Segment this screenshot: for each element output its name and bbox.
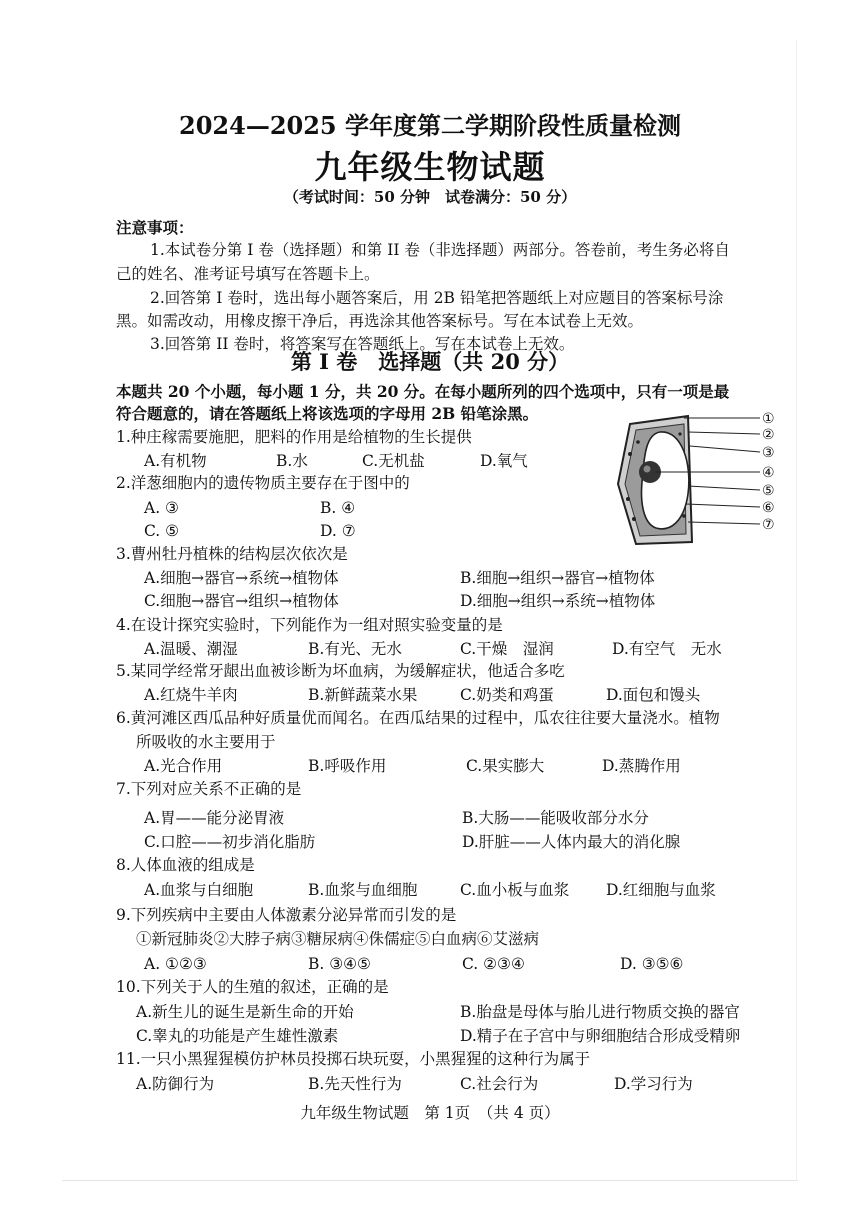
question-3-option-a: A.细胞→器官→系统→植物体 — [144, 569, 339, 587]
section-instruction-b: 符合题意的，请在答题纸上将该选项的字母用 2B 铅笔涂黑。 — [116, 404, 539, 423]
question-6-option-d: D.蒸腾作用 — [602, 757, 681, 775]
question-5-option-c: C.奶类和鸡蛋 — [460, 686, 554, 704]
plant-cell-figure — [600, 404, 782, 550]
figure-label-5: ⑤ — [762, 483, 775, 499]
question-5-option-b: B.新鲜蔬菜水果 — [308, 686, 418, 704]
question-2-stem: 2.洋葱细胞内的遗传物质主要存在于图中的 — [116, 474, 410, 492]
question-7-option-c: C.口腔——初步消化脂肪 — [144, 833, 316, 851]
question-7-stem: 7.下列对应关系不正确的是 — [116, 780, 302, 798]
question-7-option-b: B.大肠——能吸收部分水分 — [462, 809, 649, 827]
question-1-stem: 1.种庄稼需要施肥，肥料的作用是给植物的生长提供 — [116, 428, 472, 446]
figure-label-6: ⑥ — [762, 500, 775, 516]
question-2-option-b: B. ④ — [320, 499, 356, 517]
question-9-option-a: A. ①②③ — [144, 955, 207, 973]
question-1-option-b: B.水 — [276, 452, 308, 470]
question-11-option-b: B.先天性行为 — [308, 1075, 402, 1093]
question-4-option-b: B.有光、无水 — [308, 640, 402, 658]
question-5-stem: 5.某同学经常牙龈出血被诊断为坏血病，为缓解症状，他适合多吃 — [116, 662, 565, 680]
figure-label-2: ② — [762, 427, 775, 443]
question-4-option-a: A.温暖、潮湿 — [144, 640, 238, 658]
question-2-option-c: C. ⑤ — [144, 522, 180, 540]
question-9-stem: 9.下列疾病中主要由人体激素分泌异常而引发的是 — [116, 906, 457, 924]
question-3-option-d: D.细胞→组织→系统→植物体 — [460, 592, 656, 610]
question-1-option-d: D.氧气 — [480, 452, 528, 470]
exam-title-line1: 2024—2025 学年度第二学期阶段性质量检测 — [179, 111, 681, 140]
question-6-stem-a: 6.黄河滩区西瓜品种好质量优而闻名。在西瓜结果的过程中，瓜农往往要大量浇水。植物 — [116, 709, 720, 727]
question-6-option-b: B.呼吸作用 — [308, 757, 387, 775]
question-6-stem-b: 所吸收的水主要用于 — [136, 733, 276, 751]
question-2-option-d: D. ⑦ — [320, 522, 356, 540]
question-6-option-a: A.光合作用 — [144, 757, 223, 775]
notice-heading: 注意事项： — [116, 218, 194, 237]
section-title: 第 I 卷 选择题（共 20 分） — [290, 349, 570, 374]
question-8-option-d: D.红细胞与血浆 — [606, 881, 716, 899]
notice-item-1b: 己的姓名、准考证号填写在答题卡上。 — [116, 265, 380, 283]
question-4-option-c: C.干燥 湿润 — [460, 640, 554, 658]
question-11-stem: 11.一只小黑猩猩模仿护林员投掷石块玩耍，小黑猩猩的这种行为属于 — [116, 1050, 591, 1068]
exam-title-subject: 九年级生物试题 — [314, 148, 546, 186]
question-11-option-d: D.学习行为 — [614, 1075, 693, 1093]
question-11-option-c: C.社会行为 — [460, 1075, 539, 1093]
question-1-option-a: A.有机物 — [144, 452, 207, 470]
question-4-option-d: D.有空气 无水 — [612, 640, 722, 658]
question-8-option-c: C.血小板与血浆 — [460, 881, 570, 899]
question-10-option-c: C.睾丸的功能是产生雄性激素 — [136, 1027, 339, 1045]
section-instruction-a: 本题共 20 个小题，每小题 1 分，共 20 分。在每小题所列的四个选项中，只有一项是最 — [116, 382, 730, 401]
question-8-option-a: A.血浆与白细胞 — [144, 881, 254, 899]
question-10-stem: 10.下列关于人的生殖的叙述，正确的是 — [116, 978, 389, 996]
question-9-option-d: D. ③⑤⑥ — [620, 955, 684, 973]
notice-item-2b: 黑。如需改动，用橡皮擦干净后，再选涂其他答案标号。写在本试卷上无效。 — [116, 312, 644, 330]
question-1-option-c: C.无机盐 — [362, 452, 425, 470]
notice-item-2a: 2.回答第 I 卷时，选出每小题答案后，用 2B 铅笔把答题纸上对应题目的答案标号涂 — [150, 289, 724, 307]
question-5-option-d: D.面包和馒头 — [606, 686, 701, 704]
question-9-list: ①新冠肺炎②大脖子病③糖尿病④侏儒症⑤白血病⑥艾滋病 — [136, 930, 540, 948]
question-4-stem: 4.在设计探究实验时，下列能作为一组对照实验变量的是 — [116, 616, 503, 634]
question-5-option-a: A.红烧牛羊肉 — [144, 686, 238, 704]
question-7-option-d: D.肝脏——人体内最大的消化腺 — [462, 833, 681, 851]
question-3-option-b: B.细胞→组织→器官→植物体 — [460, 569, 655, 587]
question-2-option-a: A. ③ — [144, 499, 179, 517]
page-edge-bottom — [62, 1180, 798, 1181]
notice-item-3: 3.回答第 II 卷时，将答案写在答题纸上。写在本试卷上无效。 — [150, 335, 575, 353]
figure-label-4: ④ — [762, 465, 775, 481]
page-edge-right — [796, 40, 797, 1180]
page-footer: 九年级生物试题 第 1页 （共 4 页） — [300, 1104, 560, 1122]
question-10-option-a: A.新生儿的诞生是新生命的开始 — [136, 1003, 354, 1021]
question-8-stem: 8.人体血液的组成是 — [116, 856, 255, 874]
question-8-option-b: B.血浆与血细胞 — [308, 881, 418, 899]
question-6-option-c: C.果实膨大 — [466, 757, 545, 775]
question-11-option-a: A.防御行为 — [136, 1075, 215, 1093]
question-3-stem: 3.曹州牡丹植株的结构层次依次是 — [116, 545, 348, 563]
figure-label-3: ③ — [762, 445, 775, 461]
question-10-option-d: D.精子在子宫中与卵细胞结合形成受精卵 — [460, 1027, 741, 1045]
question-9-option-c: C. ②③④ — [462, 955, 525, 973]
notice-item-1a: 1.本试卷分第 I 卷（选择题）和第 II 卷（非选择题）两部分。答卷前，考生务必将自 — [150, 241, 730, 259]
figure-label-1: ① — [762, 411, 775, 427]
question-10-option-b: B.胎盘是母体与胎儿进行物质交换的器官 — [460, 1003, 740, 1021]
question-7-option-a: A.胃——能分泌胃液 — [144, 809, 285, 827]
exam-info: （考试时间：50 分钟 试卷满分：50 分） — [283, 188, 577, 206]
question-3-option-c: C.细胞→器官→组织→植物体 — [144, 592, 339, 610]
question-9-option-b: B. ③④⑤ — [308, 955, 371, 973]
figure-label-7: ⑦ — [762, 517, 775, 533]
